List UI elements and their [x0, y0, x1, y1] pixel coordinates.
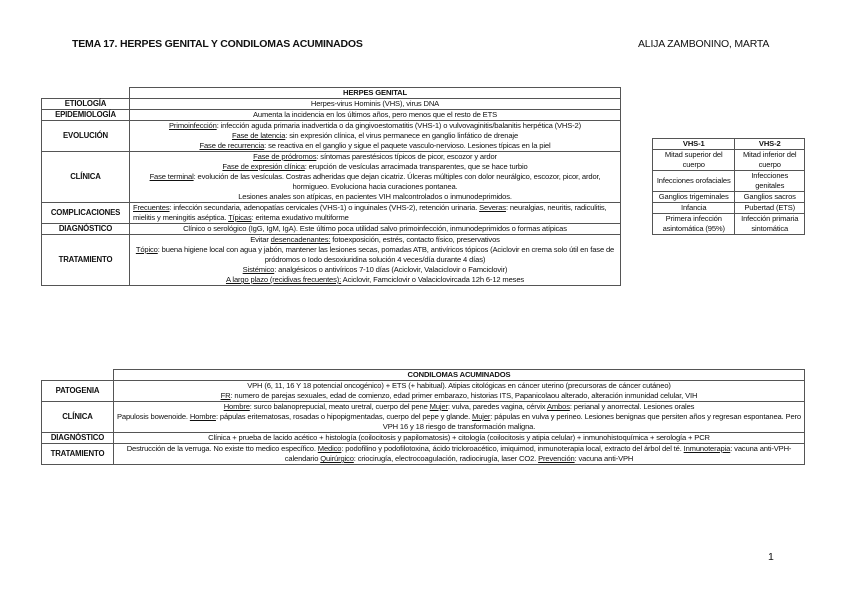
vhs1-header: VHS-1 — [653, 139, 735, 150]
term-fase-prodromos: Fase de pródromos — [253, 152, 317, 161]
row-label-diagnostico: DIAGNÓSTICO — [42, 224, 130, 235]
table-row: Infecciones orofaciales Infecciones genitales — [653, 171, 805, 192]
table-row: Infancia Pubertad (ETS) — [653, 203, 805, 214]
diagnostico-condilomas-text: Clínica + prueba de lacido acético + histología (coilocitosis y papilomatosis) + citología (coilocitosis y atipia celular) + inmunohistoquímica + serología + PCR — [114, 433, 805, 444]
author-name: ALIJA ZAMBONINO, MARTA — [638, 38, 770, 50]
herpes-table-title: HERPES GENITAL — [130, 88, 621, 99]
vhs2-header: VHS-2 — [735, 139, 805, 150]
tratamiento-condilomas-text: Destrucción de la verruga. No existe tto medico específico. Medico: podofilino y podofilotoxina, ácido tricloroacético, imiquimod, inmunoterapia local, extracto del árbol del té. Inmunoterapia: vacuna anti-VPH-calendario Quirúrgico: criocirugía, electrocoagulación, radiocirugía, laser CO2. Prevención: vacuna anti-VPH — [114, 444, 805, 465]
table-row: Mitad superior del cuerpo Mitad inferior del cuerpo — [653, 150, 805, 171]
page-number: 1 — [768, 551, 774, 563]
row-label-evolucion: EVOLUCIÓN — [42, 121, 130, 152]
etiologia-text: Herpes-virus Hominis (VHS), virus DNA — [130, 99, 621, 110]
row-label-complicaciones: COMPLICACIONES — [42, 203, 130, 224]
vhs-comparison-table — [652, 138, 805, 235]
term-fase-recurrencia: Fase de recurrencia — [199, 141, 265, 150]
condilomas-table — [41, 369, 805, 465]
row-label-epidemiologia: EPIDEMIOLOGÍA — [42, 110, 130, 121]
complicaciones-text: Frecuentes: infección secundaria, adenopatías cervicales (VHS-1) o inguinales (VHS-2), retención urinaria. Severas: neuralgias, neuritis, radiculitis, mielitis y meningitis aséptica. Típicas: eritema exudativo multiforme — [130, 203, 621, 224]
row-label-patogenia: PATOGENIA — [42, 381, 114, 402]
term-fase-latencia: Fase de latencia — [231, 131, 286, 140]
row-label-clinica-condilomas: CLÍNICA — [42, 402, 114, 433]
term-fase-terminal: Fase terminal — [149, 172, 194, 181]
document-title: TEMA 17. HERPES GENITAL Y CONDILOMAS ACUMINADOS — [72, 38, 363, 50]
row-label-tratamiento: TRATAMIENTO — [42, 235, 130, 286]
condilomas-table-title: CONDILOMAS ACUMINADOS — [114, 370, 805, 381]
clinica-text: Fase de pródromos: síntomas parestésicos típicos de picor, escozor y ardor Fase de expresión clínica: erupción de vesículas arracimada transparentes, que se hace turbio Fase terminal: evolución de las vesículas. Costras adheridas que dejan cicatriz. Úlceras múltiples con dolor neurálgico, escozor, picor, ardor, hormigueo. Evoluciona hacia curaciones pontanea. Lesiones anales son atípicas, en pacientes VIH malcontrolados o inmunodeprimidos. — [130, 152, 621, 203]
table-row: Primera infección asintomática (95%) Infección primaria sintomática — [653, 214, 805, 235]
term-fase-expresion: Fase de expresión clínica — [222, 162, 305, 171]
table-row: Ganglios trigeminales Ganglios sacros — [653, 192, 805, 203]
clinica-lesiones-anales: Lesiones anales son atípicas, en pacientes VIH malcontrolados o inmunodeprimidos. — [238, 192, 512, 201]
epidemiologia-text: Aumenta la incidencia en los últimos años, pero menos que el resto de ETS — [130, 110, 621, 121]
herpes-genital-table — [41, 87, 621, 286]
tratamiento-text: Evitar desencadenantes: fotoexposición, estrés, contacto físico, preservativos Tópico: buena higiene local con agua y jabón, mantener las lesiones secas, pomadas ATB, antivíricos tópicos (Aciclovir en crema solo útil en fase de pródromos o Iodo desoxiuridina solución 4 veces/día durante 4 días) Sistémico: analgésicos o antivíricos 7-10 días (Aciclovir, Valaciclovir o Famciclovir) A largo plazo (recidivas frecuentes): Aciclovir, Famciclovir o Valaciclovircada 12h 6-12 meses — [130, 235, 621, 286]
row-label-tratamiento-condilomas: TRATAMIENTO — [42, 444, 114, 465]
row-label-diagnostico-condilomas: DIAGNÓSTICO — [42, 433, 114, 444]
evolucion-text: Primoinfección: infección aguda primaria inadvertida o da gingivoestomatitis (VHS-1) o vulvovaginitis/balanitis herpética (VHS-2) Fase de latencia: sin expresión clínica, el virus permanece en ganglio linfático de drenaje Fase de recurrencia: se reactiva en el ganglio y sigue el paquete vasculo-nervioso. Lesiones típicas en la piel — [130, 121, 621, 152]
diagnostico-text: Clínico o serológico (IgG, IgM, IgA). Este último poca utilidad salvo primoinfección, inmunodeprimidos o formas atípicas — [130, 224, 621, 235]
patogenia-text: VPH (6, 11, 16 Y 18 potencial oncogénico) + ETS (+ habitual). Atipias citológicas en cáncer uterino (precursoras de cáncer cutáneo) FR: numero de parejas sexuales, edad de comienzo, edad primer embarazo, historias ITS, Papanicolaou alterado, alteración inmunidad celular, VIH — [114, 381, 805, 402]
term-primoinfeccion: Primoinfección — [168, 121, 217, 130]
row-label-clinica: CLÍNICA — [42, 152, 130, 203]
clinica-condilomas-text: Hombre: surco balanoprepucial, meato uretral, cuerpo del pene Mujer: vulva, paredes vagina, cérvix Ambos: perianal y anorrectal. Lesiones orales Papulosis bowenoide. Hombre: pápulas eritematosas, rosadas o hipopigmentadas, cuerpo del pepe y glande. Mujer: pápulas en vulva y perineo. Lesiones benignas que persiten años y regresan espontanea. Pero VPH 16 y 18 riesgo de transformación maligna. — [114, 402, 805, 433]
row-label-etiologia: ETIOLOGÍA — [42, 99, 130, 110]
